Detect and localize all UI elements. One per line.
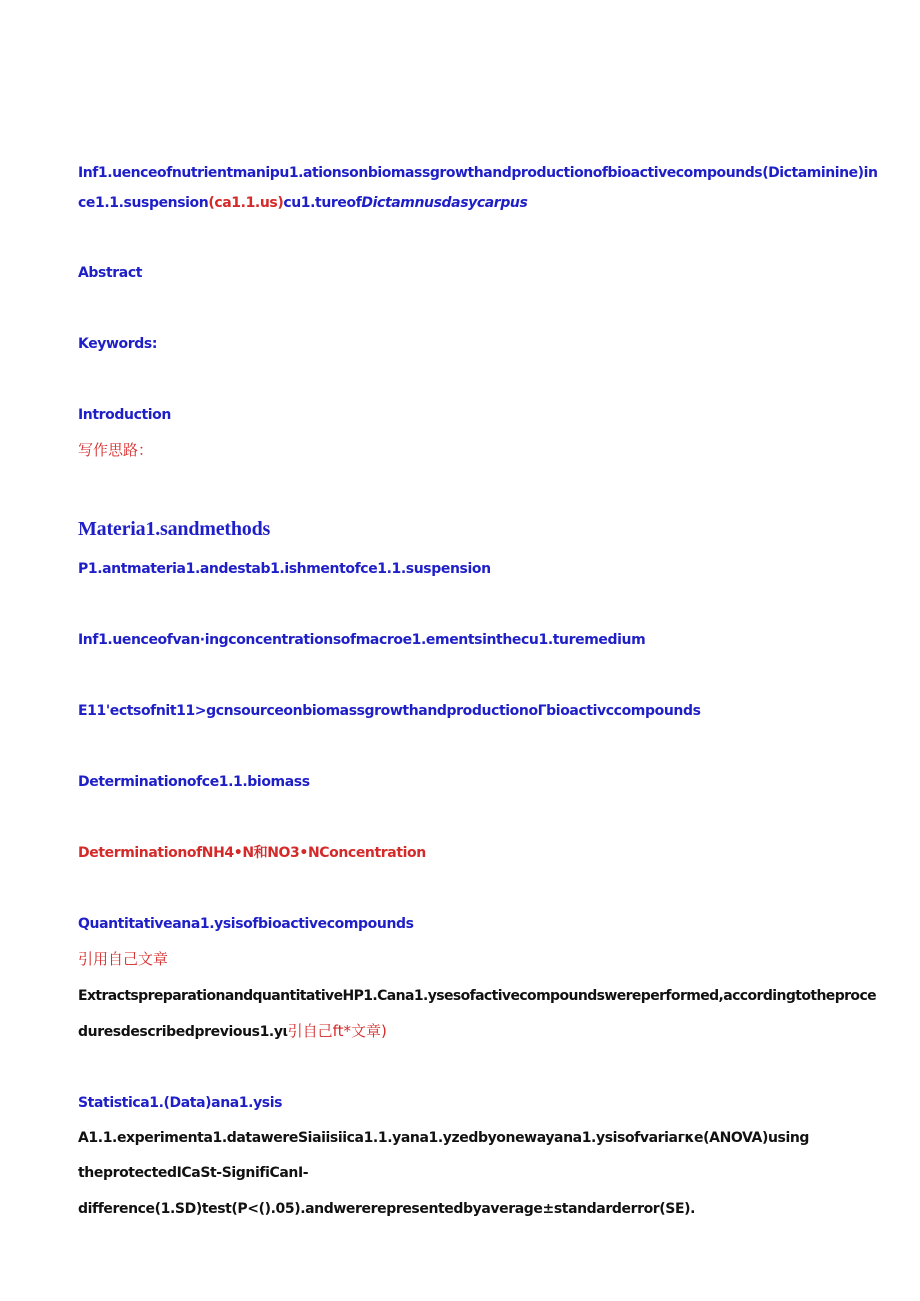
title-abbreviation: (ca1.1.us) (208, 195, 284, 211)
title-species: Dictamnusdasycarpus (361, 195, 528, 211)
methods-subheading-macroelements: Inf1.uenceofvan·ingconcentrationsofmacroe1.ementsinthecu1.turemedium (78, 632, 646, 648)
methods-subheading-statistical-analysis: Statistica1.(Data)ana1.ysis (78, 1095, 283, 1111)
citation-note: 引自己ft*文章) (287, 1022, 387, 1040)
methods-subheading-quantitative-analysis: Quantitativeana1.ysisofbioactivecompounds (78, 916, 414, 932)
title-line-2 (78, 194, 527, 212)
abstract-heading: Abstract (78, 265, 143, 281)
body-text: duresdescribedprevious1.yι (78, 1024, 288, 1040)
introduction-note: 写作思路： (78, 441, 154, 459)
introduction-heading: Introduction (78, 407, 171, 423)
title-segment: cu1.tureof (283, 195, 362, 211)
methods-subheading-nh4-no3: DeterminationofNH4•N和NO3•NConcentration (78, 845, 426, 861)
title-line-1: Inf1.uenceofnutrientmanipu1.ationsonbiomassgrowthandproductionofbioactivecompounds(Dictaminine)in (78, 165, 878, 181)
keywords-heading: Keywords: (78, 336, 158, 352)
quantitative-analysis-note: 引用自己文章 (78, 950, 169, 968)
methods-heading: Materia1.sandmethods (78, 518, 271, 540)
quantitative-analysis-body-line-1: ExtractspreparationandquantitativeHP1.Cana1.ysesofactivecompoundswereperformed,accordingtotheproce (78, 988, 877, 1004)
methods-subheading-nitrogen-source: E11'ectsofnit11>gcnsourceonbiomassgrowthandproductionoΓbioactivccompounds (78, 703, 701, 719)
methods-subheading-plant-material: P1.antmateria1.andestab1.ishmentofce1.1.suspension (78, 561, 491, 577)
title-segment: ce1.1.suspension (78, 195, 209, 211)
methods-subheading-cell-biomass: Determinationofce1.1.biomass (78, 774, 310, 790)
statistical-analysis-body-line-2: theprotectedICaSt-SignifiCanI- (78, 1165, 309, 1181)
statistical-analysis-body-line-3: difference(1.SD)test(P<().05).andwererepresentedbyaverage±standarderror(SE). (78, 1201, 696, 1217)
statistical-analysis-body-line-1: A1.1.experimenta1.datawereSiaiisiica1.1.yana1.yzedbyonewayana1.ysisofvariaгκe(ANOVA)using (78, 1130, 810, 1146)
quantitative-analysis-body-line-2 (78, 1022, 387, 1041)
